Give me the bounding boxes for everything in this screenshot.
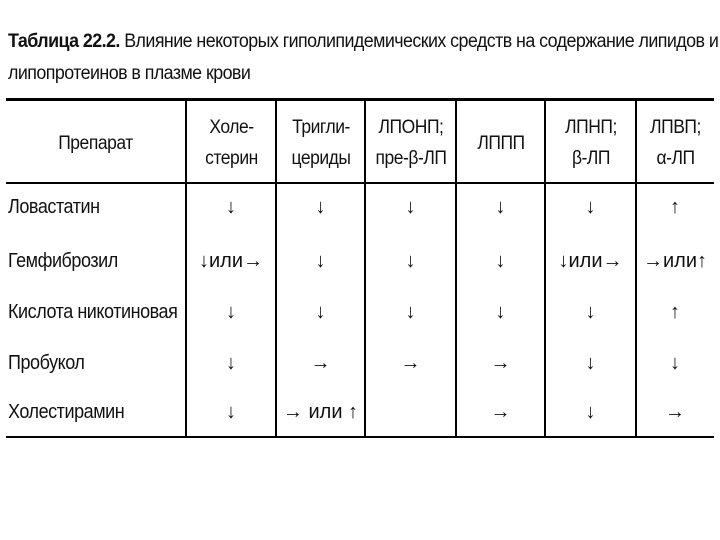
effect-cell: ↓ xyxy=(315,250,326,272)
column-header-line: ЛППП xyxy=(477,133,525,154)
effect-cell: ↓ xyxy=(585,401,596,423)
effect-cell: ↓ xyxy=(315,196,326,218)
effect-cell: → xyxy=(490,401,511,423)
drug-name: Пробукол xyxy=(8,352,85,374)
drug-name: Гемфиброзил xyxy=(8,250,118,272)
effect-cell: ↓или→ xyxy=(198,250,263,272)
effect-cell: → или ↑ xyxy=(282,401,359,423)
table-caption xyxy=(8,26,719,90)
column-header-line: α-ЛП xyxy=(656,148,695,169)
column-header-line: Тригли- xyxy=(292,117,350,138)
effect-cell: ↓ xyxy=(495,250,506,272)
column-header-line: пре-β-ЛП xyxy=(375,148,447,169)
effect-cell: ↓ xyxy=(585,352,596,374)
caption-label: Таблица 22.2. xyxy=(8,31,120,52)
column-header-line: ЛПОНП; xyxy=(378,117,444,138)
effect-cell: ↓ xyxy=(405,301,416,323)
column-header-line: Холе- xyxy=(209,117,254,138)
column-header-line: β-ЛП xyxy=(571,148,611,169)
effect-cell: ↓ xyxy=(585,301,596,323)
caption-line-1 xyxy=(8,26,719,58)
column-header xyxy=(551,112,632,174)
effect-cell: ↓или→ xyxy=(558,250,623,272)
effect-cell: ↓ xyxy=(585,196,596,218)
column-header-line: цериды xyxy=(291,148,351,169)
column-header xyxy=(461,128,540,159)
effect-cell: → xyxy=(310,352,331,374)
column-header xyxy=(13,128,178,159)
effect-cell: ↓ xyxy=(226,352,236,374)
drug-name: Холестирамин xyxy=(8,401,125,423)
table-rule xyxy=(6,98,714,101)
column-header xyxy=(191,112,271,174)
effect-cell: ↓ xyxy=(226,401,236,423)
effect-cell: → xyxy=(400,352,421,374)
effect-cell: ↓ xyxy=(226,196,236,218)
effect-cell: →или↑ xyxy=(642,250,707,272)
effect-cell: ↑ xyxy=(670,196,680,218)
effect-cell: ↓ xyxy=(315,301,326,323)
effect-cell: ↓ xyxy=(495,301,506,323)
effect-cell: ↓ xyxy=(226,301,236,323)
column-header-line: стерин xyxy=(205,148,258,169)
effect-cell: ↓ xyxy=(495,196,506,218)
column-header xyxy=(371,112,452,174)
drug-name: Кислота никотиновая xyxy=(8,301,178,323)
column-header-line: ЛПВП; xyxy=(650,117,701,138)
table-rule xyxy=(6,182,714,184)
column-header-line: Препарат xyxy=(58,133,133,154)
effect-cell: → xyxy=(490,352,511,374)
caption-text: Влияние некоторых гиполипидемических средств на содержание липидов и xyxy=(119,31,719,52)
column-header xyxy=(641,112,710,174)
drug-effects-table xyxy=(6,98,714,438)
column-header xyxy=(281,112,360,174)
effect-cell: ↓ xyxy=(405,250,416,272)
table-rule xyxy=(6,436,714,438)
effect-cell: ↑ xyxy=(670,301,680,323)
effect-cell: ↓ xyxy=(670,352,680,374)
drug-name: Ловастатин xyxy=(8,196,100,218)
effect-cell: ↓ xyxy=(405,196,416,218)
caption-line-2: липопротеинов в плазме крови xyxy=(8,63,251,84)
effect-cell: → xyxy=(665,401,685,423)
column-header-line: ЛПНП; xyxy=(565,117,617,138)
